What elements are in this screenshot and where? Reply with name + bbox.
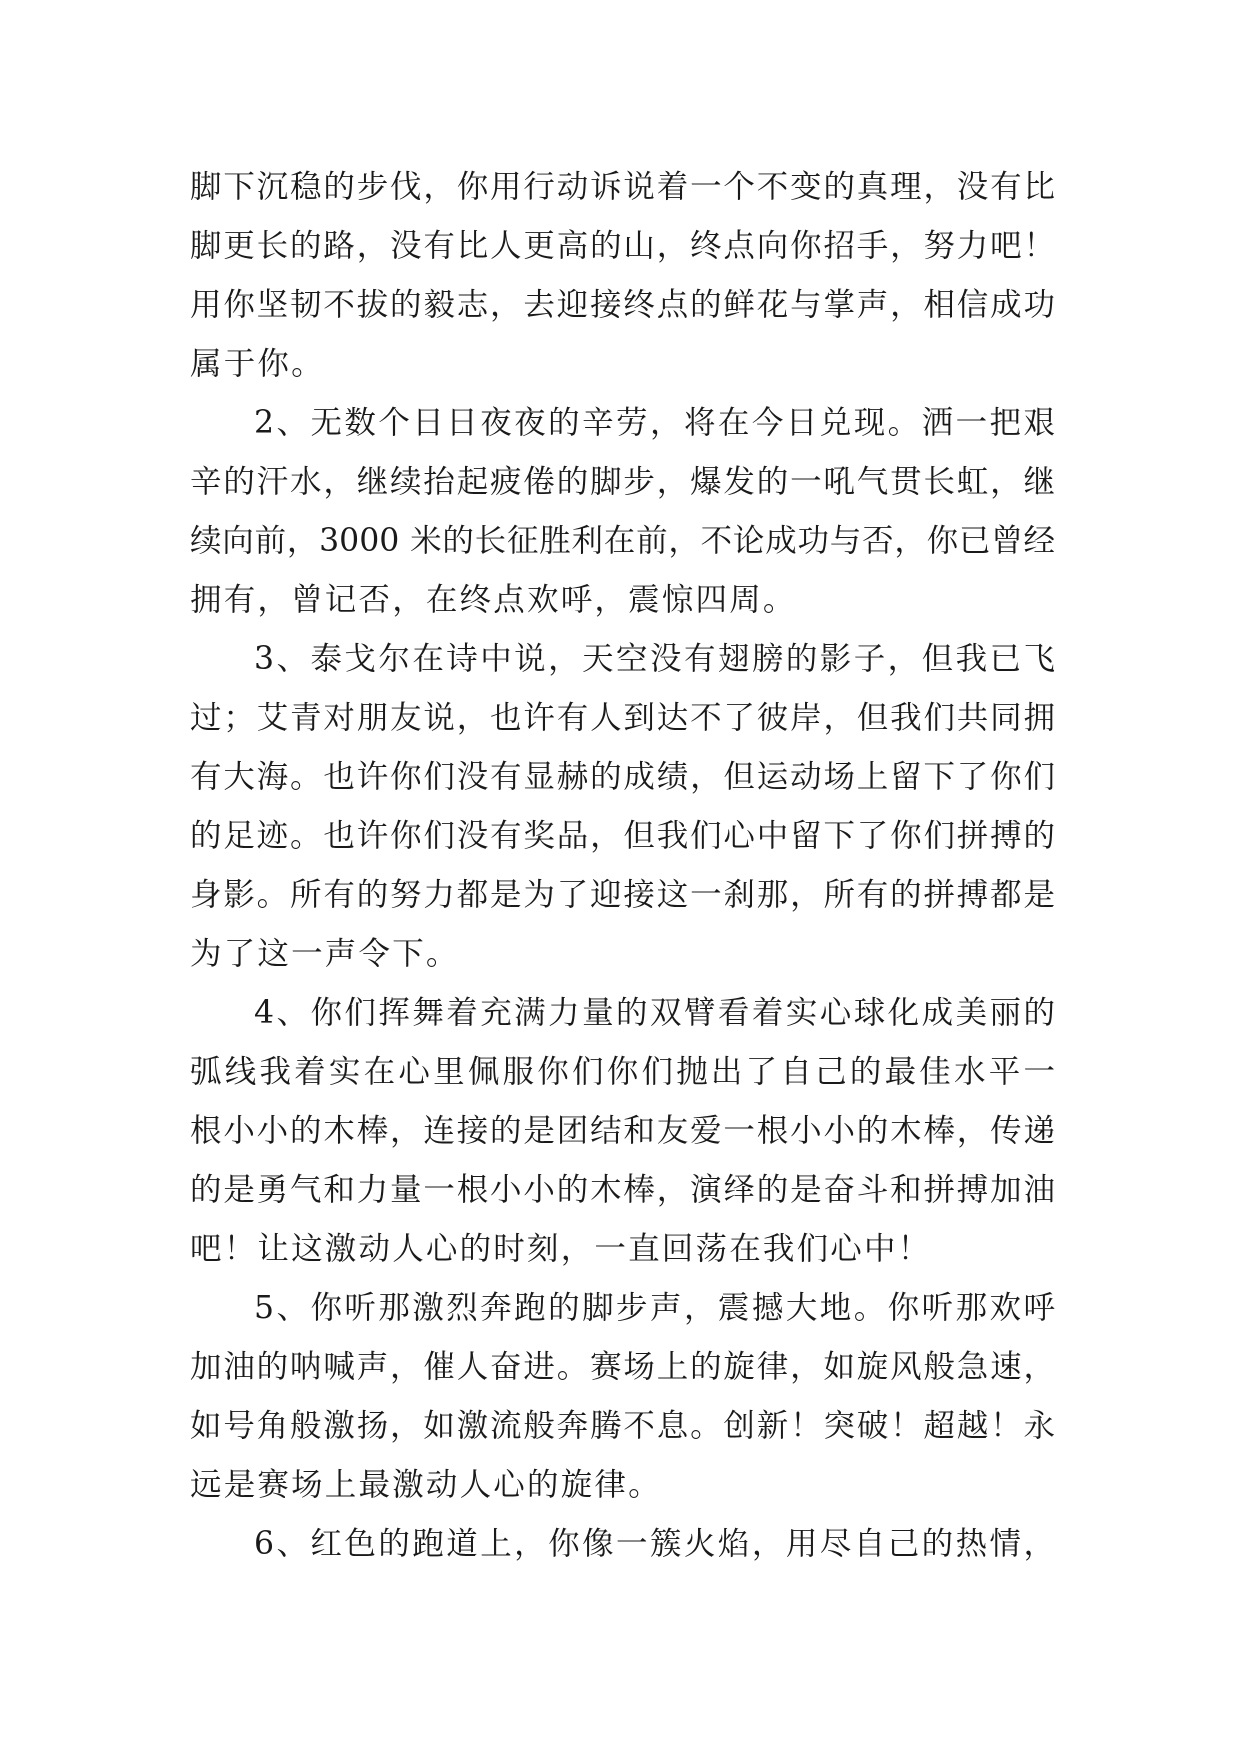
text-line: 过；艾青对朋友说，也许有人到达不了彼岸，但我们共同拥: [190, 700, 1055, 736]
text-line: 拥有，曾记否，在终点欢呼，震惊四周。: [190, 582, 797, 618]
text-line: 如号角般激扬，如激流般奔腾不息。创新！突破！超越！永: [190, 1408, 1055, 1444]
paragraph-2-first-line: 2、无数个日日夜夜的辛劳，将在今日兑现。洒一把艰: [254, 405, 1055, 441]
text-line: 属于你。: [190, 346, 325, 382]
text-line: 根小小的木棒，连接的是团结和友爱一根小小的木棒，传递: [190, 1113, 1055, 1149]
text-line: 远是赛场上最激动人心的旋律。: [190, 1467, 662, 1503]
text-line: 续向前，3000 米的长征胜利在前，不论成功与否，你已曾经: [190, 523, 1055, 559]
text-line: 脚下沉稳的步伐，你用行动诉说着一个不变的真理，没有比: [190, 169, 1055, 205]
text-line: 加油的呐喊声，催人奋进。赛场上的旋律，如旋风般急速，: [190, 1349, 1055, 1385]
text-line: 辛的汗水，继续抬起疲倦的脚步，爆发的一吼气贯长虹，继: [190, 464, 1055, 500]
paragraph-3-first-line: 3、泰戈尔在诗中说，天空没有翅膀的影子，但我已飞: [254, 641, 1055, 677]
text-line: 的是勇气和力量一根小小的木棒，演绎的是奋斗和拼搏加油: [190, 1172, 1055, 1208]
text-line: 为了这一声令下。: [190, 936, 460, 972]
text-line: 脚更长的路，没有比人更高的山，终点向你招手，努力吧！: [190, 228, 1055, 264]
text-line: 的足迹。也许你们没有奖品，但我们心中留下了你们拼搏的: [190, 818, 1055, 854]
text-line: 身影。所有的努力都是为了迎接这一刹那，所有的拼搏都是: [190, 877, 1055, 913]
text-line: 有大海。也许你们没有显赫的成绩，但运动场上留下了你们: [190, 759, 1055, 795]
paragraph-6-first-line: 6、红色的跑道上，你像一簇火焰，用尽自己的热情，: [254, 1526, 1055, 1562]
text-line: 用你坚韧不拔的毅志，去迎接终点的鲜花与掌声，相信成功: [190, 287, 1055, 323]
paragraph-5-first-line: 5、你听那激烈奔跑的脚步声，震撼大地。你听那欢呼: [254, 1290, 1055, 1326]
paragraph-4-first-line: 4、你们挥舞着充满力量的双臂看着实心球化成美丽的: [254, 995, 1055, 1031]
text-line: 弧线我着实在心里佩服你们你们抛出了自己的最佳水平一: [190, 1054, 1055, 1090]
document-body: [190, 158, 1055, 1574]
text-line: 吧！让这激动人心的时刻，一直回荡在我们心中！: [190, 1231, 932, 1267]
